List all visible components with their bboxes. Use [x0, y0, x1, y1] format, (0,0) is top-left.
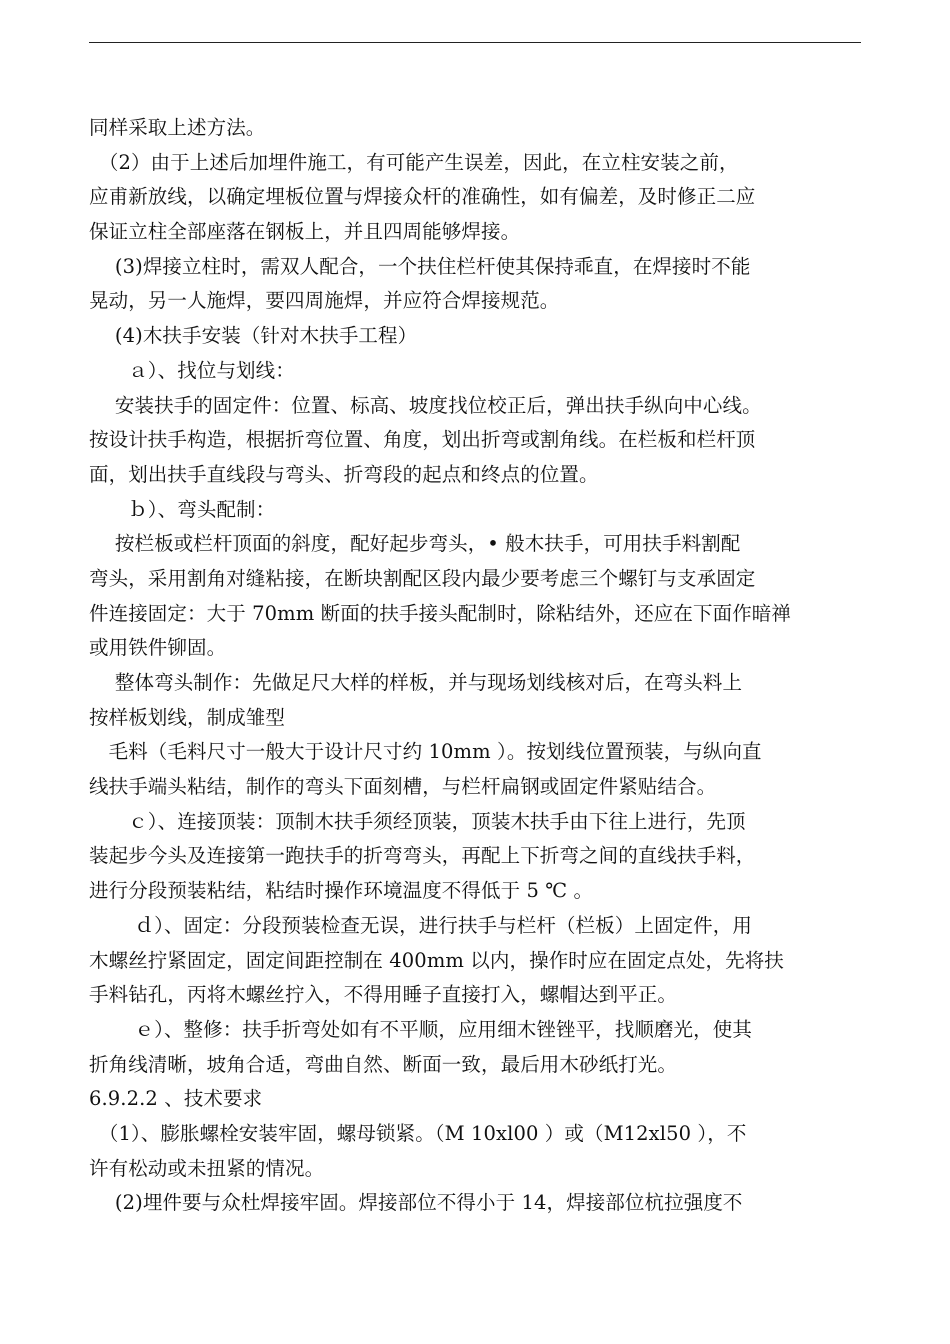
document-body [89, 111, 861, 1221]
text-line: 整体弯头制作：先做足尺大样的样板，并与现场划线核对后，在弯头料上 [89, 671, 743, 694]
text-line: 件连接固定：大于 70mm 断面的扶手接头配制时，除粘结外，还应在下面作暗禅 [89, 601, 791, 625]
text-line: （1）、膨胀螺栓安装牢固，螺母锁紧。（M 10xl00 ）或（M12xl50 ），不 [89, 1121, 747, 1145]
text-line: 进行分段预装粘结，粘结时操作环境温度不得低于 5 ℃ 。 [89, 879, 594, 903]
text-line: 按设计扶手构造，根据折弯位置、角度，划出折弯或割角线。在栏板和栏杆顶 [89, 428, 756, 452]
text-line: (3)焊接立柱时，需双人配合，一个扶住栏杆使其保持乖直，在焊接时不能 [89, 254, 751, 278]
text-line: 按栏板或栏杆顶面的斜度，配好起步弯头，• 般木扶手，可用扶手料割配 [89, 532, 741, 556]
text-line: 同样采取上述方法。 [89, 116, 266, 139]
text-line: 保证立柱全部座落在钢板上，并且四周能够焊接。 [89, 220, 521, 244]
section-heading: 6.9.2.2 、技术要求 [89, 1087, 263, 1111]
text-line: ａ）、找位与划线： [89, 358, 295, 382]
text-line: 应甫新放线，以确定埋板位置与焊接众杆的准确性，如有偏差，及时修正二应 [89, 185, 756, 209]
text-line: (2)埋件要与众杜焊接牢固。焊接部位不得小于 14，焊接部位杭拉强度不 [89, 1191, 743, 1215]
text-line: ｅ）、整修：扶手折弯处如有不平顺，应用细木锉锉平，找顺磨光，使其 [89, 1017, 752, 1041]
text-line: ｂ）、弯头配制： [89, 497, 276, 521]
text-line: 弯头，采用割角对缝粘接，在断块割配区段内最少要考虑三个螺钉与支承固定 [89, 566, 756, 590]
text-line: 线扶手端头粘结，制作的弯头下面刻槽，与栏杆扁钢或固定件紧贴结合。 [89, 775, 717, 799]
text-line: （2）由于上述后加埋件施工，有可能产生误差，因此，在立柱安装之前， [89, 150, 739, 174]
text-line: 许有松动或未扭紧的情况。 [89, 1156, 325, 1180]
text-line: (4)木扶手安装（针对木扶手工程） [89, 324, 418, 348]
text-line: ｄ）、固定：分段预装检查无误，进行扶手与栏杆（栏板）上固定件，用 [89, 913, 752, 937]
text-line: 毛料（毛料尺寸一般大于设计尺寸约 10mm ）。按划线位置预装，与纵向直 [89, 740, 762, 764]
text-line: 折角线清晰，坡角合适，弯曲自然、断面一致，最后用木砂纸打光。 [89, 1052, 678, 1076]
text-line: ｃ）、连接顶装：顶制木扶手须经顶装，顶装木扶手由下往上进行，先顶 [89, 809, 746, 833]
text-line: 木螺丝拧紧固定，固定间距控制在 400mm 以内，操作时应在固定点处，先将扶 [89, 948, 784, 972]
header-rule [89, 42, 861, 43]
text-line: 安装扶手的固定件：位置、标高、坡度找位校正后，弹出扶手纵向中心线。 [89, 393, 762, 417]
text-line: 晃动，另一人施焊，要四周施焊，并应符合焊接规范。 [89, 289, 560, 313]
text-line: 装起步今头及连接第一跑扶手的折弯弯头，再配上下折弯之间的直线扶手料， [89, 844, 756, 868]
text-line: 手料钻孔，丙将木螺丝拧入，不得用睡子直接打入，螺帽达到平正。 [89, 983, 678, 1007]
text-line: 面，划出扶手直线段与弯头、折弯段的起点和终点的位置。 [89, 462, 599, 486]
text-line: 按样板划线，制成雏型 [89, 705, 286, 729]
text-line: 或用铁件铆固。 [89, 636, 227, 660]
